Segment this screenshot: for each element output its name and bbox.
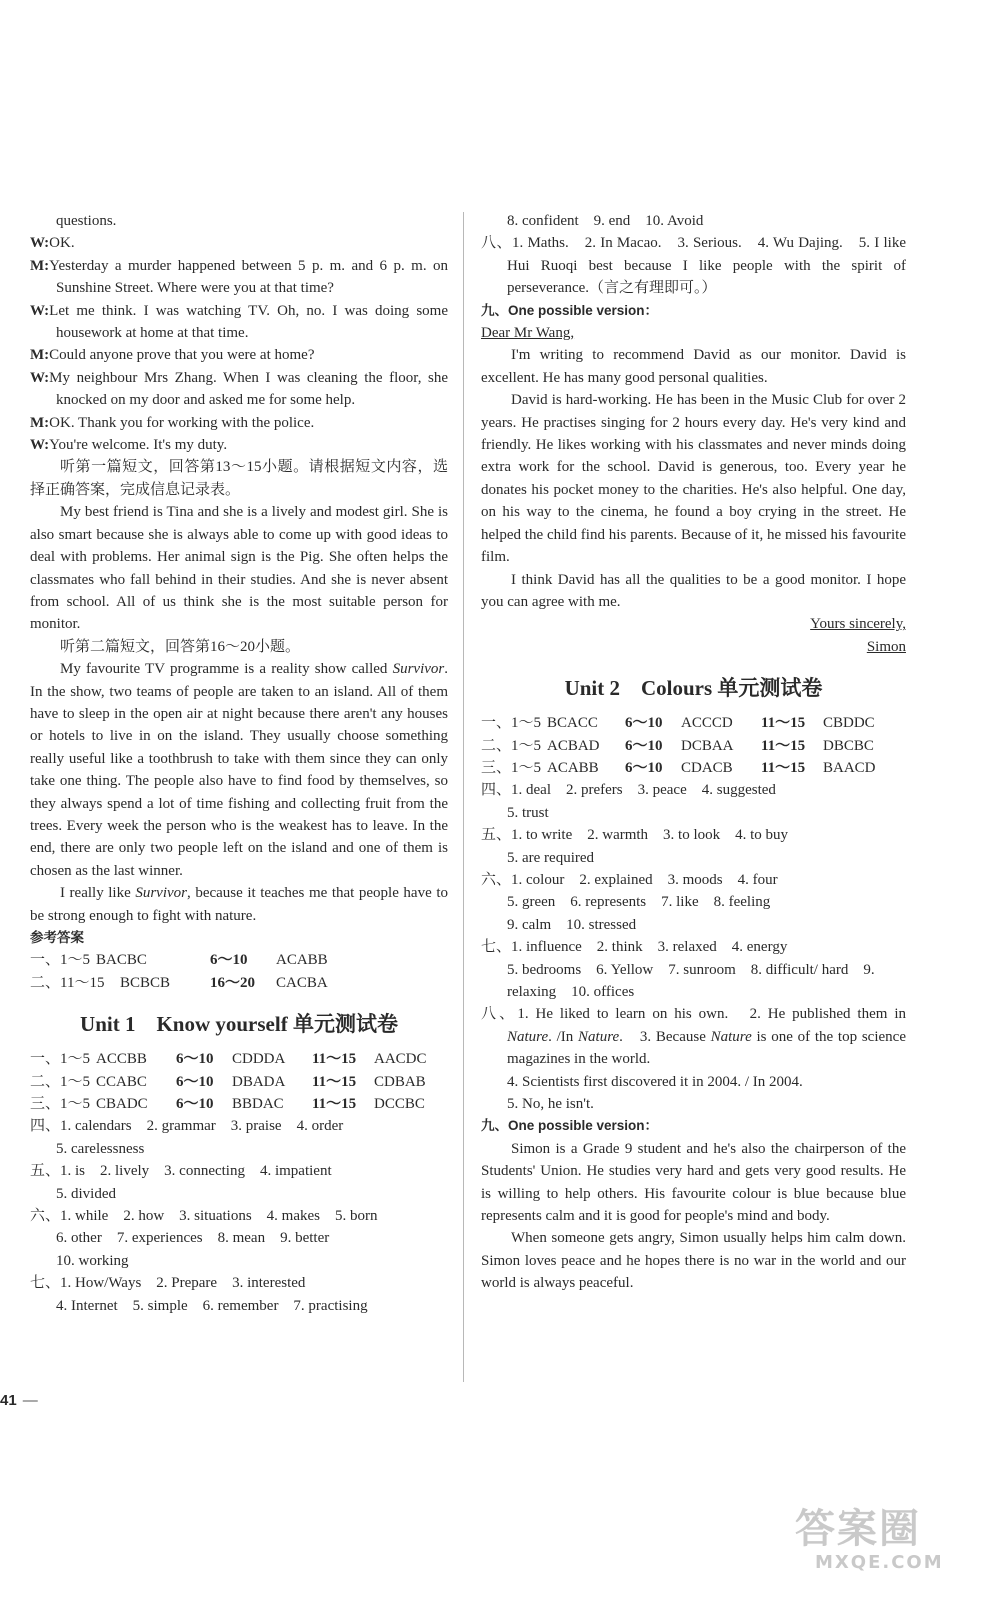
letter-paragraph: I think David has all the qualities to be a good monitor. I hope you can agree with me. xyxy=(481,571,906,610)
answer-line: 八、1. Maths. 2. In Macao. 3. Serious. 4. Wu Dajing. 5. I like Hui Ruoqi best because I like people with the spirit of perseverance.（言之有理即可。） xyxy=(481,235,906,297)
answer-row: 一、1～5 BCACC 6～10 ACCCD 11～15 CBDDC xyxy=(481,715,875,732)
answer-line: 八、1. He liked to learn on his own. 2. He published them in Nature. /In Nature. 3. Because Nature is one of the top science magazines in the world. xyxy=(481,1006,906,1068)
answer-line: 5. trust xyxy=(507,804,549,821)
passage-2: My favourite TV programme is a reality show called Survivor. In the show, two teams of people are taken to an island. All of them have to sleep in the open air at night because there aren't any houses or hotels to live in on the island. They usually choose something really useful like a toothbrush to take with them since they can only take one thing. The people also have to find food by themselves, so they always spend a lot of time fishing and collecting fruit from the trees. Every week the person who is the weakest has to leave. In the end, there are only two people left on the island and one of them is chosen as the last winner. xyxy=(30,661,448,879)
dialogue-line: W:My neighbour Mrs Zhang. When I was cleaning the floor, she knocked on my door and asked me for some help. xyxy=(30,369,448,409)
answer-row: 一、1～5 BACBC 6～10 ACABB xyxy=(30,952,328,969)
page-number: 41 — xyxy=(0,1392,38,1409)
instruction: 听第一篇短文，回答第13～15小题。请根据短文内容，选择正确答案，完成信息记录表。 xyxy=(30,459,448,498)
passage-2-end: I really like Survivor, because it teaches me that people have to be strong enough to fight with nature. xyxy=(30,885,448,924)
answer-row: 三、1～5 ACABB 6～10 CDACB 11～15 BAACD xyxy=(481,759,876,776)
dialogue-line: W:Let me think. I was watching TV. Oh, no. I was doing some housework at home at that time. xyxy=(30,302,448,342)
dialogue-line: M:OK. Thank you for working with the police. xyxy=(30,414,315,431)
answer-line: 五、1. is 2. lively 3. connecting 4. impatient xyxy=(30,1163,332,1180)
answer-line: 5. No, he isn't. xyxy=(507,1096,594,1113)
answer-heading: 参考答案 xyxy=(30,930,84,945)
column-divider xyxy=(463,212,464,1382)
version-heading: 九、One possible version： xyxy=(481,1118,659,1134)
instruction: 听第二篇短文，回答第16～20小题。 xyxy=(60,638,301,655)
letter-signature: Simon xyxy=(866,638,906,655)
unit-2-title: Unit 2 Colours 单元测试卷 xyxy=(564,676,823,701)
right-column xyxy=(481,210,906,1295)
watermark-logo: 答案圈 MXQE.COM xyxy=(795,1506,944,1573)
essay-paragraph: When someone gets angry, Simon usually helps him calm down. Simon loves peace and he hopes there is no war in the world and our world is always peaceful. xyxy=(481,1230,906,1292)
answer-line: 七、1. How/Ways 2. Prepare 3. interested xyxy=(30,1275,306,1292)
essay-paragraph: Simon is a Grade 9 student and he's also the chairperson of the Students' Union. He studies very hard and gets very good results. He is willing to help others. His favourite colour is blue because blue represents calm and it is good for people's mind and body. xyxy=(481,1140,906,1225)
answer-line: 五、1. to write 2. warmth 3. to look 4. to buy xyxy=(481,827,789,844)
answer-line: 10. working xyxy=(56,1252,129,1269)
answer-line: 4. Scientists first discovered it in 2004. / In 2004. xyxy=(507,1073,803,1090)
answer-line: 5. carelessness xyxy=(56,1140,145,1157)
answer-line: 四、1. deal 2. prefers 3. peace 4. suggested xyxy=(481,782,776,799)
answer-line: 5. are required xyxy=(507,849,595,866)
answer-line: 七、1. influence 2. think 3. relaxed 4. energy xyxy=(481,939,788,956)
letter-closing: Yours sincerely, xyxy=(810,616,906,633)
letter-paragraph: David is hard-working. He has been in the Music Club for over 2 years. He practises singing for 2 hours every day. He's very kind and friendly. He likes working with his classmates and never minds doing extra work for the school. David is generous, too. Every year he donates his pocket money to the charities. He's also helpful. One day, on his way to the cinema, he found a boy crying in the street. He helped the child find his parents. Because of it, he missed his favourite film. xyxy=(481,392,906,566)
dialogue-line: questions. xyxy=(56,213,117,229)
left-column xyxy=(30,210,448,1317)
answer-line: 四、1. calendars 2. grammar 3. praise 4. order xyxy=(30,1118,344,1135)
answer-line: 9. calm 10. stressed xyxy=(507,916,637,933)
version-heading: 九、One possible version： xyxy=(481,302,659,318)
answer-line: 4. Internet 5. simple 6. remember 7. practising xyxy=(56,1297,368,1314)
answer-line: 5. green 6. represents 7. like 8. feeling xyxy=(507,894,771,911)
letter-paragraph: I'm writing to recommend David as our monitor. David is excellent. He has many good personal qualities. xyxy=(481,347,906,386)
answer-row: 二、11～15 BCBCB 16～20 CACBA xyxy=(30,974,328,991)
unit-1-title: Unit 1 Know yourself 单元测试卷 xyxy=(80,1012,398,1037)
answer-line: 8. confident 9. end 10. Avoid xyxy=(507,213,704,229)
letter-salutation: Dear Mr Wang, xyxy=(481,325,575,342)
answer-row: 二、1～5 CCABC 6～10 DBADA 11～15 CDBAB xyxy=(30,1073,426,1090)
answer-line: 六、1. while 2. how 3. situations 4. makes 5. born xyxy=(30,1208,378,1225)
dialogue-line: W:You're welcome. It's my duty. xyxy=(30,437,228,454)
passage-1: My best friend is Tina and she is a lively and modest girl. She is also smart because she is always able to come up with good ideas to deal with problems. Her animal sign is the Pig. She often helps the classmates who fall behind in their studies. And she is never absent from school. All of us think she is the most suitable person for monitor. xyxy=(30,504,448,633)
dialogue-line: M:Could anyone prove that you were at home? xyxy=(30,347,315,364)
answer-line: 5. bedrooms 6. Yellow 7. sunroom 8. difficult/ hard 9. relaxing 10. offices xyxy=(507,961,875,1000)
answer-row: 三、1～5 CBADC 6～10 BBDAC 11～15 DCCBC xyxy=(30,1096,425,1113)
answer-line: 六、1. colour 2. explained 3. moods 4. four xyxy=(481,871,778,888)
answer-line: 6. other 7. experiences 8. mean 9. better xyxy=(56,1230,330,1247)
answer-row: 二、1～5 ACBAD 6～10 DCBAA 11～15 DBCBC xyxy=(481,737,874,754)
answer-row: 一、1～5 ACCBB 6～10 CDDDA 11～15 AACDC xyxy=(30,1051,427,1068)
dialogue-line: M:Yesterday a murder happened between 5 p. m. and 6 p. m. on Sunshine Street. Where were you at that time? xyxy=(30,257,448,297)
answer-line: 5. divided xyxy=(56,1185,116,1202)
dialogue-line: W:OK. xyxy=(30,235,75,252)
